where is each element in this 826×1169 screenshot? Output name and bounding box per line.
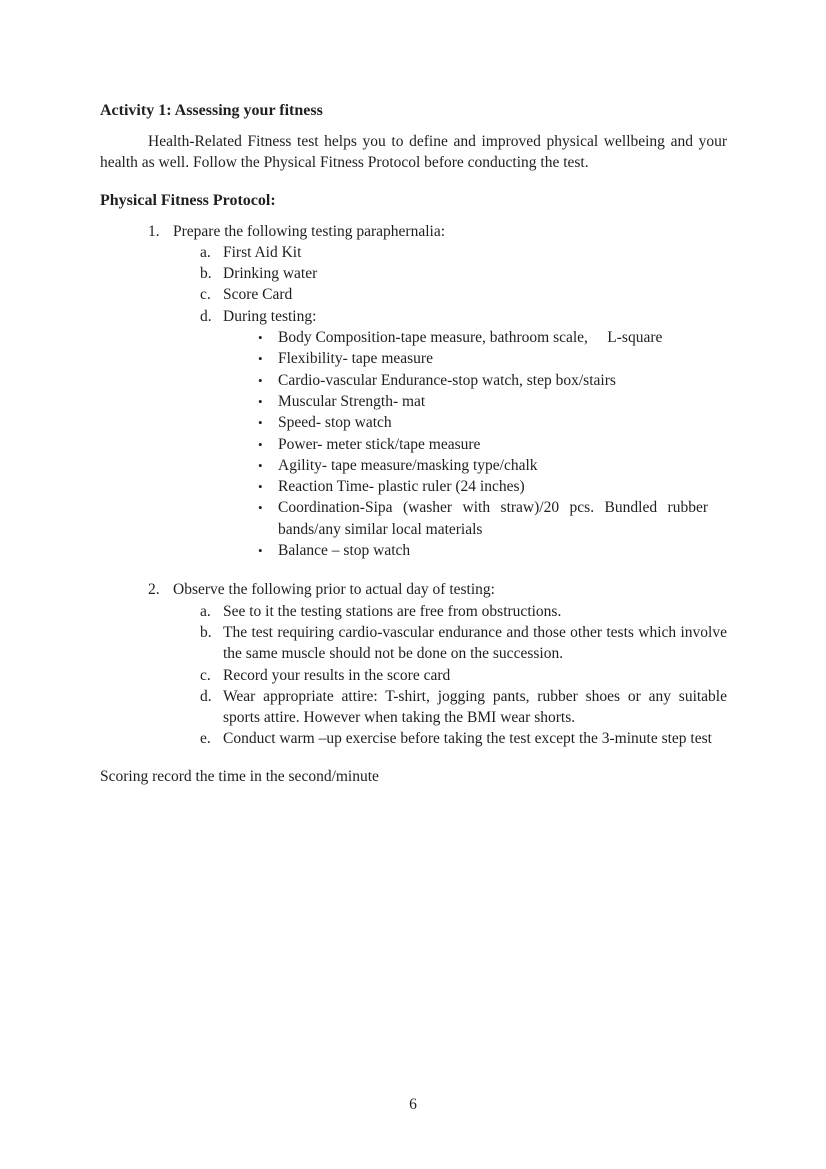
bullet-icon: •	[258, 393, 263, 409]
list-item-2e	[100, 728, 727, 749]
list-text: Drinking water	[223, 265, 318, 283]
list-item-1b	[100, 263, 727, 284]
list-item-1a	[100, 242, 727, 263]
equipment-text: Power- meter stick/tape measure	[278, 435, 481, 453]
activity-title: Activity 1: Assessing your fitness	[100, 102, 323, 119]
list-text: During testing:	[223, 307, 317, 325]
step-2-number: 2.	[148, 581, 160, 599]
list-text: Wear appropriate attire: T-shirt, jogging pants, rubber shoes or any suitable sports attire. However when taking the BMI wear shorts.	[223, 687, 727, 727]
list-text: Conduct warm –up exercise before taking the test except the 3-minute step test	[223, 730, 712, 748]
intro-paragraph: Health-Related Fitness test helps you to define and improved physical wellbeing and your health as well. Follow the Physical Fitness Protocol before conducting the test.	[100, 133, 727, 172]
equipment-item	[100, 434, 727, 455]
bullet-icon: •	[258, 457, 263, 473]
list-marker: d.	[200, 687, 212, 705]
list-text: The test requiring cardio-vascular endurance and those other tests which involve the same muscle should not be done on the succession.	[223, 623, 727, 663]
equipment-item	[100, 370, 727, 391]
equipment-item	[100, 348, 727, 369]
list-marker: a.	[200, 243, 211, 261]
bullet-icon: •	[258, 351, 263, 367]
equipment-text: Coordination-Sipa (washer with straw)/20 pcs. Bundled rubber bands/any similar local materials	[278, 499, 708, 538]
equipment-text: Flexibility- tape measure	[278, 350, 433, 368]
equipment-text: Agility- tape measure/masking type/chalk	[278, 456, 538, 474]
equipment-item	[100, 476, 727, 497]
list-item-1d	[100, 306, 727, 327]
list-text: First Aid Kit	[223, 243, 302, 261]
bullet-icon: •	[258, 415, 263, 431]
list-marker: d.	[200, 307, 212, 325]
list-item-2a	[100, 601, 727, 622]
bullet-icon: •	[258, 330, 263, 346]
equipment-text: Body Composition-tape measure, bathroom scale, L-square	[278, 329, 663, 347]
list-text: Record your results in the score card	[223, 666, 451, 684]
list-text: Score Card	[223, 286, 293, 304]
list-marker: b.	[200, 623, 212, 641]
step-1	[100, 221, 727, 242]
step-1-number: 1.	[148, 222, 160, 240]
list-text: See to it the testing stations are free from obstructions.	[223, 602, 562, 620]
list-marker: c.	[200, 286, 211, 304]
list-item-2c	[100, 665, 727, 686]
list-marker: e.	[200, 730, 211, 748]
list-item-2d	[100, 686, 727, 729]
equipment-text: Cardio-vascular Endurance-stop watch, step box/stairs	[278, 371, 616, 389]
step-2-text: Observe the following prior to actual day of testing:	[173, 581, 495, 599]
bullet-icon: •	[258, 372, 263, 388]
equipment-item	[100, 327, 727, 348]
bullet-icon: •	[258, 436, 263, 452]
equipment-item	[100, 540, 727, 561]
equipment-text: Balance – stop watch	[278, 542, 411, 560]
bullet-icon: •	[258, 543, 263, 559]
equipment-text: Reaction Time- plastic ruler (24 inches)	[278, 478, 525, 496]
step-1-text: Prepare the following testing paraphernalia:	[173, 222, 446, 240]
equipment-text: Muscular Strength- mat	[278, 392, 426, 410]
list-item-1c	[100, 284, 727, 305]
page-number: 6	[409, 1096, 417, 1113]
step-2	[100, 579, 727, 600]
list-marker: a.	[200, 602, 211, 620]
list-marker: b.	[200, 265, 212, 283]
scoring-note: Scoring record the time in the second/minute	[100, 767, 379, 785]
equipment-item	[100, 497, 727, 540]
equipment-item	[100, 412, 727, 433]
equipment-item	[100, 391, 727, 412]
bullet-icon: •	[258, 500, 263, 516]
list-marker: c.	[200, 666, 211, 684]
list-item-2b	[100, 622, 727, 665]
bullet-icon: •	[258, 479, 263, 495]
protocol-heading: Physical Fitness Protocol:	[100, 191, 276, 209]
equipment-item	[100, 455, 727, 476]
equipment-text: Speed- stop watch	[278, 414, 392, 432]
